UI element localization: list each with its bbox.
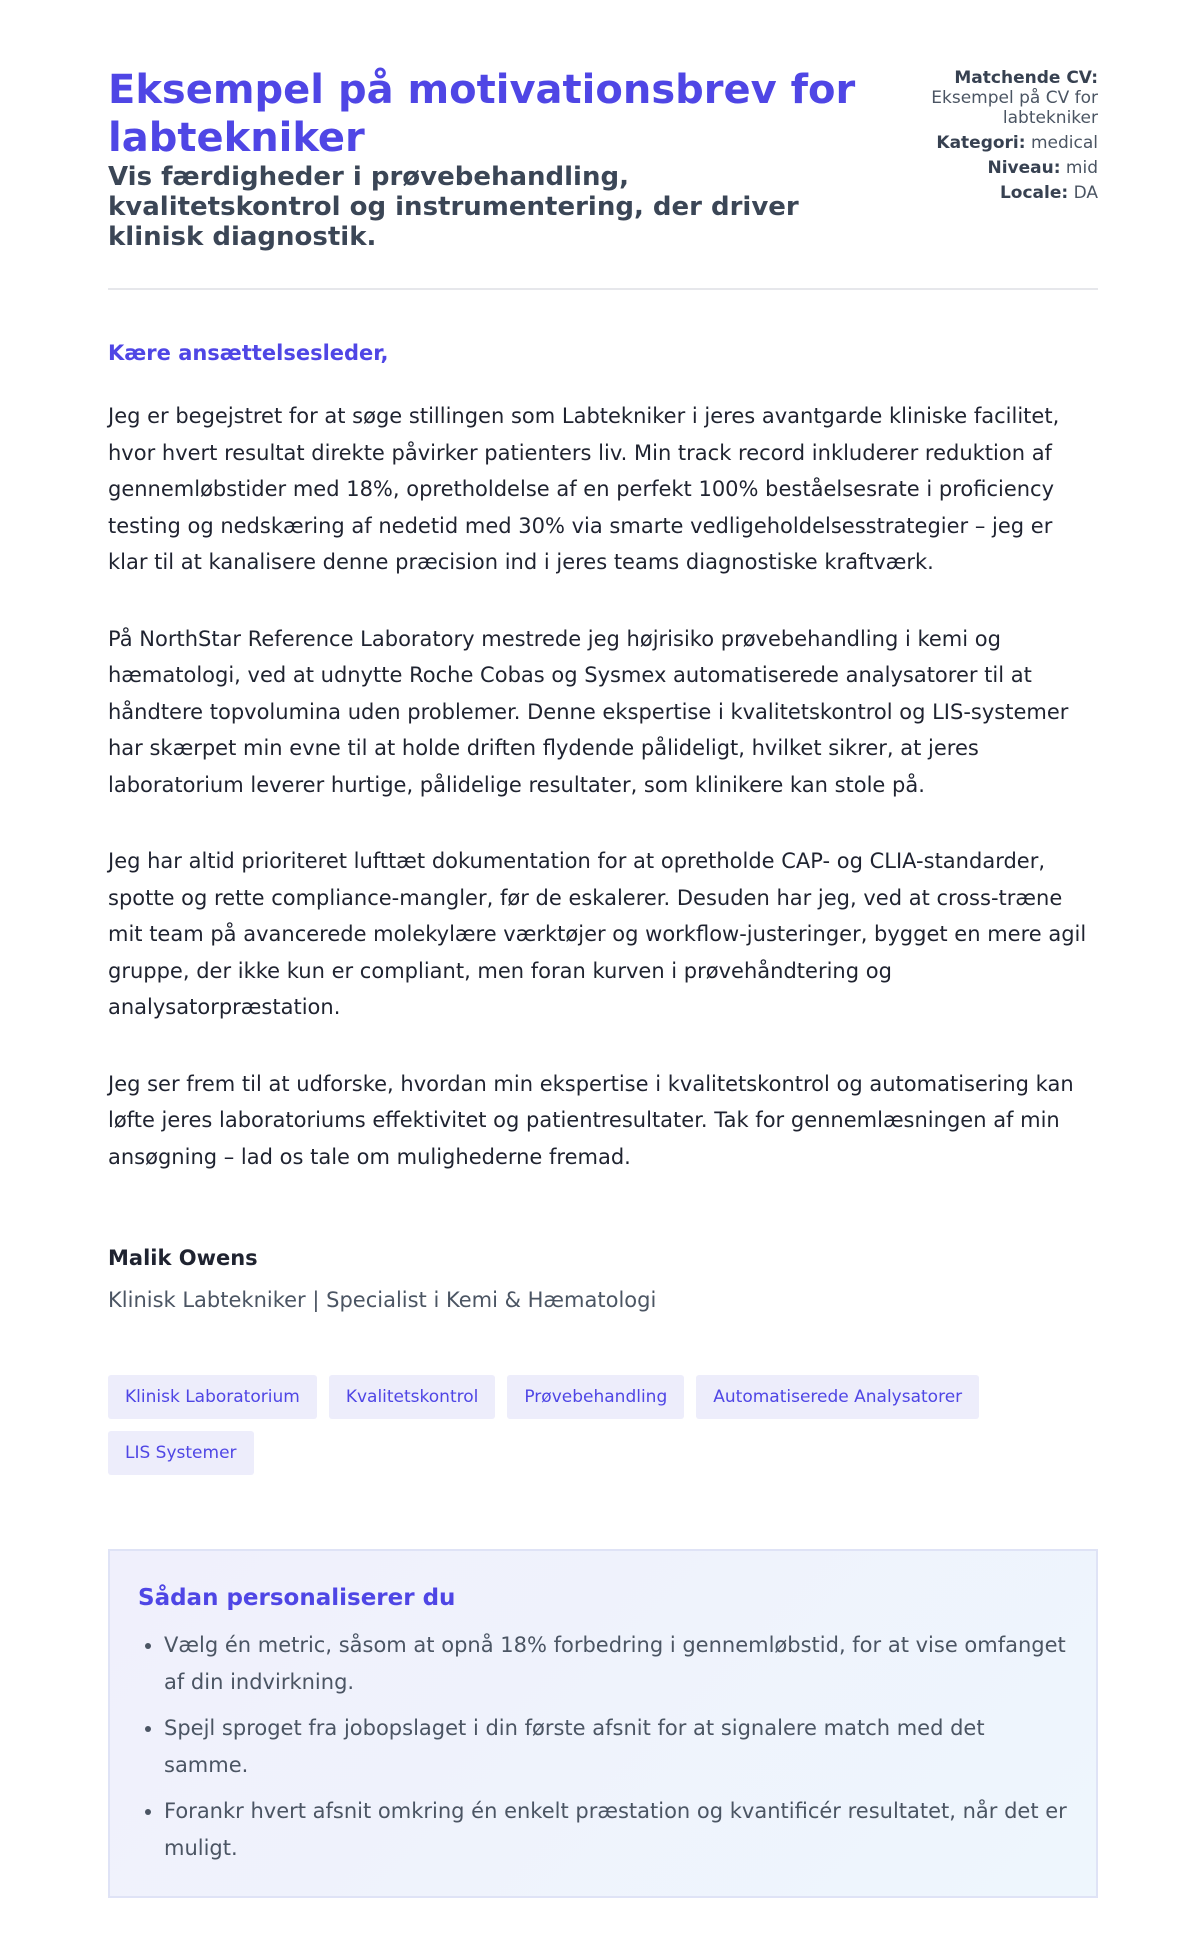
- letter-paragraph: Jeg er begejstret for at søge stillingen som Labtekniker i jeres avantgarde kliniske facilitet, hvor hvert resultat direkte påvirker patienters liv. Min track record inkluderer reduktion af gennemløbstider med 18%, opretholdelse af en perfekt 100% beståelsesrate i proficiency testing og nedskæring af nedetid med 30% via smarte vedligeholdelsesstrategier – jeg er klar til at kanalisere denne præcision ind i jeres teams diagnostiske kraftværk.: [108, 404, 1060, 574]
- meta-level-label: Niveau:: [987, 158, 1061, 178]
- meta-cv-value[interactable]: Eksempel på CV for labtekniker: [931, 88, 1098, 128]
- letter-paragraph: Jeg ser frem til at udforske, hvordan min ekspertise i kvalitetskontrol og automatisering kan løfte jeres laboratoriums effektivitet og patientresultater. Tak for gennemlæsningen af min ansøgning – lad os tale om mulighederne fremad.: [108, 1071, 1074, 1169]
- signature-block: [108, 1245, 1098, 1313]
- tips-list: [138, 1627, 1068, 1866]
- meta-category-label: Kategori:: [936, 133, 1026, 153]
- skill-tag[interactable]: Prøvebehandling: [507, 1375, 684, 1419]
- skill-tag[interactable]: Klinisk Laboratorium: [108, 1375, 317, 1419]
- skill-tag[interactable]: LIS Systemer: [108, 1431, 254, 1475]
- page-title: Eksempel på motivationsbrev for labtekniker: [108, 67, 856, 161]
- meta-matching-cv: [898, 68, 1098, 128]
- tips-title: Sådan personaliserer du: [138, 1585, 456, 1611]
- tip-item: • Vælg én metric, såsom at opnå 18% forbedring i gennemløbstid, for at vise omfanget af din indvirkning.: [164, 1627, 1068, 1700]
- letter-paragraph: Jeg har altid prioriteret lufttæt dokumentation for at opretholde CAP- og CLIA-standarder, spotte og rette compliance-mangler, før de eskalerer. Desuden har jeg, ved at cross-træne mit team på avancerede molekylære værktøjer og workflow-justeringer, bygget en mere agil gruppe, der ikke kun er compliant, men foran kurven i prøvehåndtering og analysatorpræstation.: [108, 849, 1087, 1019]
- meta-locale-label: Locale:: [999, 183, 1069, 203]
- tip-item: • Forankr hvert afsnit omkring én enkelt præstation og kvantificér resultatet, når det er muligt.: [164, 1793, 1068, 1866]
- page-subtitle: Vis færdigheder i prøvebehandling, kvalitetskontrol og instrumentering, der driver klinisk diagnostik.: [108, 162, 799, 252]
- tip-item: • Spejl sproget fra jobopslaget i din første afsnit for at signalere match med det samme.: [164, 1710, 1068, 1783]
- meta-category-value: medical: [1030, 133, 1098, 153]
- meta-level-value: mid: [1065, 158, 1098, 178]
- meta-locale: [898, 183, 1098, 203]
- skill-tags: [108, 1375, 1008, 1475]
- meta-level: [898, 158, 1098, 178]
- letter-body: [108, 398, 1098, 1175]
- personalization-tips-box: [108, 1549, 1098, 1898]
- skill-tag[interactable]: Automatiserede Analysatorer: [696, 1375, 979, 1419]
- letter-greeting: Kære ansættelsesleder,: [108, 341, 389, 365]
- document-meta: [898, 66, 1098, 208]
- meta-locale-value: DA: [1073, 183, 1098, 203]
- meta-category: [898, 133, 1098, 153]
- page-header: [108, 66, 1098, 290]
- cover-letter-page: [108, 66, 1098, 1898]
- meta-cv-label: Matchende CV:: [954, 68, 1098, 88]
- signature-title: Klinisk Labtekniker | Specialist i Kemi & Hæmatologi: [108, 1288, 657, 1312]
- signature-name: Malik Owens: [108, 1246, 258, 1270]
- letter-paragraph: På NorthStar Reference Laboratory mestrede jeg højrisiko prøvebehandling i kemi og hæmatologi, ved at udnytte Roche Cobas og Sysmex automatiserede analysatorer til at håndtere topvolumina uden problemer. Denne ekspertise i kvalitetskontrol og LIS-systemer har skærpet min evne til at holde driften flydende pålideligt, hvilket sikrer, at jeres laboratorium leverer hurtige, pålidelige resultater, som klinikere kan stole på.: [108, 626, 1069, 797]
- skill-tag[interactable]: Kvalitetskontrol: [329, 1375, 496, 1419]
- header-titles: [108, 66, 868, 252]
